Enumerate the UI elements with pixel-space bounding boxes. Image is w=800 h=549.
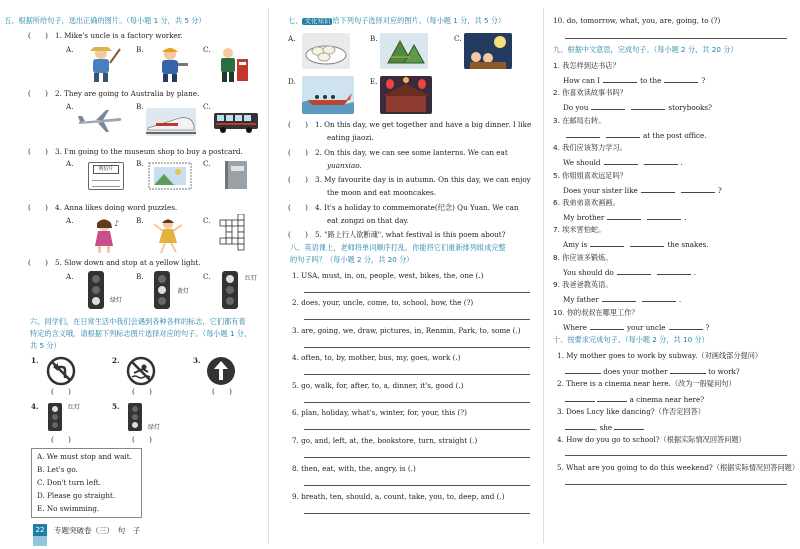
s9-item-text-c: the snakes. bbox=[667, 240, 709, 250]
answer-blank[interactable] bbox=[597, 394, 627, 402]
section-5-title: 五、根据所给句子，选出正确的图片。（每小题 1 分，共 5 分） bbox=[4, 16, 206, 25]
s9-item-text-a: Do you bbox=[563, 103, 589, 113]
traffic-light-green-image bbox=[84, 270, 108, 310]
option-label-a: A. bbox=[66, 45, 74, 54]
s8-item-6: 6. plan, holiday, what's, winter, for, your, this (?) bbox=[292, 408, 467, 417]
answer-blank[interactable] bbox=[664, 75, 698, 83]
traffic-light-red-sign bbox=[46, 402, 64, 432]
answer-blank[interactable] bbox=[603, 75, 637, 83]
s7-q3-line1: 3. My favourite day is in autumn. On this day, we can enjoy bbox=[315, 175, 531, 184]
option-label-c: C. bbox=[203, 216, 211, 225]
s5-q5: 5. Slow down and stop at a yellow light. bbox=[55, 258, 201, 267]
s9-item-text-c: at the post office. bbox=[643, 130, 707, 140]
s9-item-text-a: Amy is bbox=[563, 240, 588, 250]
option-b: B. Let's go. bbox=[37, 465, 78, 474]
answer-blank[interactable] bbox=[607, 212, 641, 220]
comma: , bbox=[595, 423, 598, 432]
answer-blank[interactable] bbox=[641, 185, 675, 193]
s7-q2-line2: yuanxiao. bbox=[327, 161, 362, 170]
answer-line[interactable] bbox=[304, 429, 530, 430]
label-red: 红灯 bbox=[68, 404, 81, 411]
answer-blank[interactable] bbox=[565, 366, 601, 374]
sign-number: 3. bbox=[193, 356, 201, 365]
s9-item-text-c: ? bbox=[701, 76, 706, 85]
s10-q1-answer bbox=[565, 366, 740, 375]
pic-label-b: B. bbox=[370, 34, 378, 43]
answer-blank[interactable] bbox=[606, 130, 640, 138]
answer-blank[interactable] bbox=[642, 294, 676, 302]
s7-q4-line1: 4. It's a holiday to commemorate(纪念) Qu Yuan. We can bbox=[315, 203, 519, 212]
s9-item-text-c: . bbox=[684, 213, 687, 222]
section-8-title-line1: 八、英语课上，老师将单词顺序打乱，你能将它们重新排列组成完整 bbox=[290, 243, 506, 252]
s9-item-english bbox=[563, 322, 709, 331]
answer-blank[interactable] bbox=[669, 322, 703, 330]
s9-item-english bbox=[563, 185, 722, 194]
bus-image bbox=[212, 110, 260, 134]
s9-item-chinese: 3. 在邮局右转。 bbox=[553, 115, 606, 125]
s10-q5: 5. What are you going to do this weekend?（根据实际情况回答问题） bbox=[557, 463, 800, 472]
answer-paren[interactable]: ( ) bbox=[132, 435, 152, 444]
answer-blank[interactable] bbox=[670, 366, 706, 374]
option-label-c: C. bbox=[203, 45, 211, 54]
s8-item-7: 7. go, and, left, at, the, bookstore, turn, straight (.) bbox=[292, 436, 478, 445]
page-number-bar bbox=[33, 536, 47, 546]
section-7-prefix: 七、 bbox=[288, 16, 303, 25]
s9-item-text-a: We should bbox=[563, 158, 601, 168]
svg-text:♪: ♪ bbox=[114, 219, 120, 228]
s10-q2-answer bbox=[565, 394, 704, 403]
s8-item-10: 10. do, tomorrow, what, you, are, going, to (?) bbox=[553, 16, 721, 25]
answer-line[interactable] bbox=[304, 402, 530, 403]
s9-item-text-c: . bbox=[680, 158, 683, 168]
s9-item-text-b: to the bbox=[640, 76, 662, 85]
label-green-light: 绿灯 bbox=[110, 297, 123, 304]
option-label-a: A. bbox=[66, 159, 74, 168]
option-label-b: B. bbox=[136, 159, 144, 168]
s9-item-chinese: 8. 你应该多锻炼。 bbox=[553, 252, 613, 262]
farmer-image bbox=[80, 45, 122, 83]
option-d: D. Please go straight. bbox=[37, 491, 116, 500]
s10-q2: 2. There is a cinema near here.（改为一般疑问句） bbox=[557, 379, 736, 388]
answer-blank[interactable] bbox=[657, 267, 691, 275]
s10-q1-answer-end: to work? bbox=[708, 367, 740, 376]
option-label-c: C. bbox=[203, 159, 211, 168]
pic-label-a: A. bbox=[288, 34, 296, 43]
sign-number: 1. bbox=[31, 356, 39, 365]
book-image bbox=[222, 160, 250, 190]
answer-line[interactable] bbox=[304, 513, 530, 514]
worker-image bbox=[150, 45, 192, 83]
zongzi-image bbox=[380, 33, 428, 69]
answer-blank[interactable] bbox=[602, 294, 636, 302]
answer-blank[interactable] bbox=[590, 322, 624, 330]
column-right bbox=[545, 0, 800, 549]
section-9-title: 九、根据中文意思，完成句子。（每小题 2 分，共 20 分） bbox=[553, 45, 738, 54]
answer-blank[interactable] bbox=[565, 394, 595, 402]
s9-item-english bbox=[563, 130, 707, 139]
s10-q1-answer-text: does your mother bbox=[603, 367, 668, 376]
s9-item-chinese: 6. 我弟弟喜欢画画。 bbox=[553, 198, 620, 207]
answer-paren[interactable]: ( ) bbox=[212, 387, 232, 396]
s8-item-4: 4. often, to, by, mother, bus, my, goes, work (.) bbox=[292, 353, 461, 362]
answer-paren[interactable]: ( ) bbox=[28, 31, 48, 40]
section-7-title bbox=[288, 17, 505, 25]
footer-title: 专题突破卷（三） 句 子 bbox=[54, 526, 141, 535]
answer-line[interactable] bbox=[304, 485, 530, 486]
option-a: A. We must stop and wait. bbox=[37, 452, 132, 461]
label-green: 绿灯 bbox=[148, 424, 161, 431]
column-divider bbox=[268, 8, 269, 543]
option-label-a: A. bbox=[66, 272, 74, 281]
answer-paren[interactable]: ( ) bbox=[28, 258, 48, 267]
column-middle bbox=[270, 0, 545, 549]
s8-item-5: 5. go, walk, for, after, to, a, dinner, it's, good (.) bbox=[292, 381, 464, 390]
answer-paren[interactable]: ( ) bbox=[288, 175, 308, 184]
column-divider bbox=[543, 8, 544, 543]
answer-line[interactable] bbox=[304, 347, 530, 348]
s9-item-chinese: 10. 你的叔叔在哪里工作？ bbox=[553, 307, 639, 317]
s9-item-text-c: . bbox=[693, 267, 697, 277]
dumplings-image bbox=[302, 33, 350, 69]
plane-image bbox=[76, 108, 124, 134]
postcard-word: 明信片 bbox=[93, 165, 119, 174]
s9-item-chinese: 9. 我爸爸教英语。 bbox=[553, 280, 613, 290]
s7-q4-line2: eat zongzi on that day. bbox=[327, 216, 409, 225]
label-yellow-light: 黄灯 bbox=[177, 288, 190, 295]
pic-label-c: C. bbox=[454, 34, 462, 43]
answer-blank[interactable] bbox=[630, 239, 664, 247]
s9-item-text-c: storybooks? bbox=[668, 103, 712, 113]
stamp-image bbox=[148, 162, 192, 190]
answer-line[interactable] bbox=[565, 455, 787, 456]
option-label-c: C. bbox=[203, 102, 211, 111]
s8-item-3: 3. are, going, we, draw, pictures, in, Renmin, Park, to, some (.) bbox=[292, 326, 521, 335]
s7-q2-line1: 2. On this day, we can see some lanterns. We can eat bbox=[315, 148, 508, 157]
option-label-b: B. bbox=[136, 216, 144, 225]
s7-q1-line2: eating jiaozi. bbox=[327, 133, 374, 142]
answer-blank[interactable] bbox=[631, 102, 665, 110]
answer-line[interactable] bbox=[565, 38, 787, 39]
answer-blank[interactable] bbox=[565, 422, 598, 432]
s5-q2: 2. They are going to Australia by plane. bbox=[55, 89, 200, 98]
s10-q1: 1. My mother goes to work by subway.（对画线部分提问） bbox=[557, 351, 763, 360]
s7-q3-line2: the moon and eat mooncakes. bbox=[327, 188, 436, 197]
answer-blank[interactable] bbox=[566, 130, 600, 138]
column-left bbox=[0, 0, 270, 549]
s5-q3: 3. I'm going to the museum shop to buy a postcard. bbox=[55, 147, 243, 156]
s9-item-text-b: your uncle bbox=[626, 322, 666, 332]
s10-q3-answer bbox=[565, 422, 644, 431]
option-label-b: B. bbox=[136, 272, 144, 281]
s9-item-text-a: How can I bbox=[563, 76, 601, 85]
option-label-b: B. bbox=[136, 102, 144, 111]
s9-item-english bbox=[563, 102, 712, 111]
traffic-light-green-sign bbox=[126, 402, 144, 432]
answer-blank[interactable] bbox=[617, 267, 651, 275]
s8-item-8: 8. then, eat, with, the, angry, is (.) bbox=[292, 464, 416, 473]
page-number: 22 bbox=[33, 524, 47, 536]
s9-item-chinese: 1. 我怎样到达书店？ bbox=[553, 61, 620, 70]
s8-item-9: 9. breath, ten, should, a, count, take, you, to, deep, and (.) bbox=[292, 492, 505, 501]
s7-q5: 5. "路上行人欲断魂", what festival is this poem about? bbox=[315, 230, 506, 239]
she-word: she bbox=[599, 423, 613, 432]
answer-blank[interactable] bbox=[681, 185, 715, 193]
s9-item-english bbox=[563, 267, 696, 276]
answer-paren[interactable]: ( ) bbox=[288, 203, 308, 212]
word-puzzle-image bbox=[218, 214, 248, 252]
s9-item-chinese: 7. 埃米害怕蛇。 bbox=[553, 225, 606, 235]
s9-item-english bbox=[563, 75, 705, 84]
answer-line[interactable] bbox=[304, 319, 530, 320]
s10-q4: 4. How do you go to school?（根据实际情况回答问题） bbox=[557, 435, 746, 444]
postcard-image bbox=[88, 162, 124, 190]
option-label-b: B. bbox=[136, 45, 144, 54]
sign-number: 4. bbox=[31, 402, 39, 411]
answer-blank[interactable] bbox=[644, 157, 678, 165]
s5-q1: 1. Mike's uncle is a factory worker. bbox=[55, 31, 183, 40]
s9-item-chinese: 2. 你喜欢读故事书吗？ bbox=[553, 88, 627, 98]
section-6-title-line2: 特定的含义哦，请根据下列标志图片选择对应的句子。（每小题 1 分， bbox=[30, 329, 252, 338]
s9-item-text-c: ? bbox=[717, 185, 722, 195]
answer-paren[interactable]: ( ) bbox=[288, 148, 308, 157]
section-8-title-line2: 的句子吗？（每小题 2 分，共 20 分） bbox=[290, 255, 414, 264]
option-c: C. Don't turn left. bbox=[37, 478, 101, 487]
s5-q4: 4. Anna likes doing word puzzles. bbox=[55, 203, 178, 212]
s9-item-chinese: 4. 我们应该努力学习。 bbox=[553, 143, 627, 153]
answer-line[interactable] bbox=[304, 374, 530, 375]
answer-line[interactable] bbox=[304, 292, 530, 293]
option-label-c: C. bbox=[203, 272, 211, 281]
section-6-title-line1: 六、同学们，在日常生活中我们会遇到各种各样的标志，它们都有着 bbox=[30, 317, 246, 326]
s9-item-english bbox=[563, 294, 681, 303]
answer-paren[interactable]: ( ) bbox=[51, 387, 71, 396]
answer-blank[interactable] bbox=[604, 157, 638, 165]
answer-blank[interactable] bbox=[590, 239, 624, 247]
no-swimming-sign bbox=[126, 356, 156, 386]
option-label-a: A. bbox=[66, 102, 74, 111]
girl-dancing-image bbox=[150, 216, 186, 254]
answer-paren[interactable]: ( ) bbox=[28, 147, 48, 156]
s9-item-text-c: . bbox=[678, 295, 682, 305]
answer-paren[interactable]: ( ) bbox=[132, 387, 152, 396]
options-box bbox=[31, 448, 142, 518]
option-label-a: A. bbox=[66, 216, 74, 225]
s10-q2-answer-text: a cinema near here? bbox=[629, 395, 705, 404]
postman-image bbox=[214, 45, 250, 83]
s9-item-text-a: My brother bbox=[563, 213, 605, 222]
answer-line[interactable] bbox=[565, 484, 787, 485]
no-left-turn-sign bbox=[46, 356, 76, 386]
pic-label-e: E. bbox=[370, 77, 378, 86]
s9-item-text-a: My father bbox=[563, 295, 599, 305]
answer-paren[interactable]: ( ) bbox=[288, 230, 308, 239]
s9-item-chinese: 5. 你姐姐喜欢远足吗？ bbox=[553, 170, 627, 180]
go-straight-sign bbox=[206, 356, 236, 386]
s9-item-text-a: Where bbox=[563, 322, 587, 332]
s9-item-text-c: ? bbox=[705, 322, 710, 332]
mid-autumn-image bbox=[464, 33, 512, 69]
option-e: E. No swimming. bbox=[37, 504, 100, 513]
s8-item-2: 2. does, your, uncle, come, to, school, how, the (?) bbox=[292, 298, 474, 307]
answer-blank[interactable] bbox=[647, 212, 681, 220]
section-7-text: 给下列句子选择对应的图片。（每小题 1 分，共 5 分） bbox=[332, 16, 506, 25]
answer-blank[interactable] bbox=[591, 102, 625, 110]
traffic-light-yellow-image bbox=[150, 270, 174, 310]
train-image bbox=[146, 108, 196, 136]
answer-paren[interactable]: ( ) bbox=[288, 120, 308, 129]
pic-label-d: D. bbox=[288, 77, 296, 86]
girl-singing-image bbox=[88, 216, 122, 254]
answer-paren[interactable]: ( ) bbox=[28, 89, 48, 98]
sign-number: 5. bbox=[112, 402, 120, 411]
s7-q1-line1: 1. On this day, we get together and have a big dinner. I like bbox=[315, 120, 532, 129]
answer-paren[interactable]: ( ) bbox=[28, 203, 48, 212]
dragon-boat-image bbox=[302, 76, 354, 114]
section-6-title-line3: 共 5 分） bbox=[30, 341, 61, 350]
s9-item-english bbox=[563, 157, 683, 166]
s9-item-text-a: Does your sister like bbox=[563, 185, 638, 195]
culture-tag: 文化知识 bbox=[304, 17, 331, 25]
answer-blank[interactable] bbox=[614, 422, 644, 430]
sign-number: 2. bbox=[112, 356, 120, 365]
answer-paren[interactable]: ( ) bbox=[51, 435, 71, 444]
label-red-light: 红灯 bbox=[245, 275, 258, 282]
s8-item-1: 1. USA, must, in, on, people, west, bikes, the, one (.) bbox=[292, 271, 484, 280]
lantern-festival-image bbox=[380, 76, 432, 114]
s9-item-text-a: You should do bbox=[563, 267, 614, 277]
s9-item-english bbox=[563, 239, 709, 248]
s9-item-english bbox=[563, 212, 687, 221]
traffic-light-red-image bbox=[218, 270, 242, 310]
answer-line[interactable] bbox=[304, 457, 530, 458]
section-10-title: 十、按要求完成句子。（每小题 2 分，共 10 分） bbox=[553, 335, 709, 344]
s10-q3: 3. Does Lucy like dancing?（作否定回答） bbox=[557, 407, 705, 416]
